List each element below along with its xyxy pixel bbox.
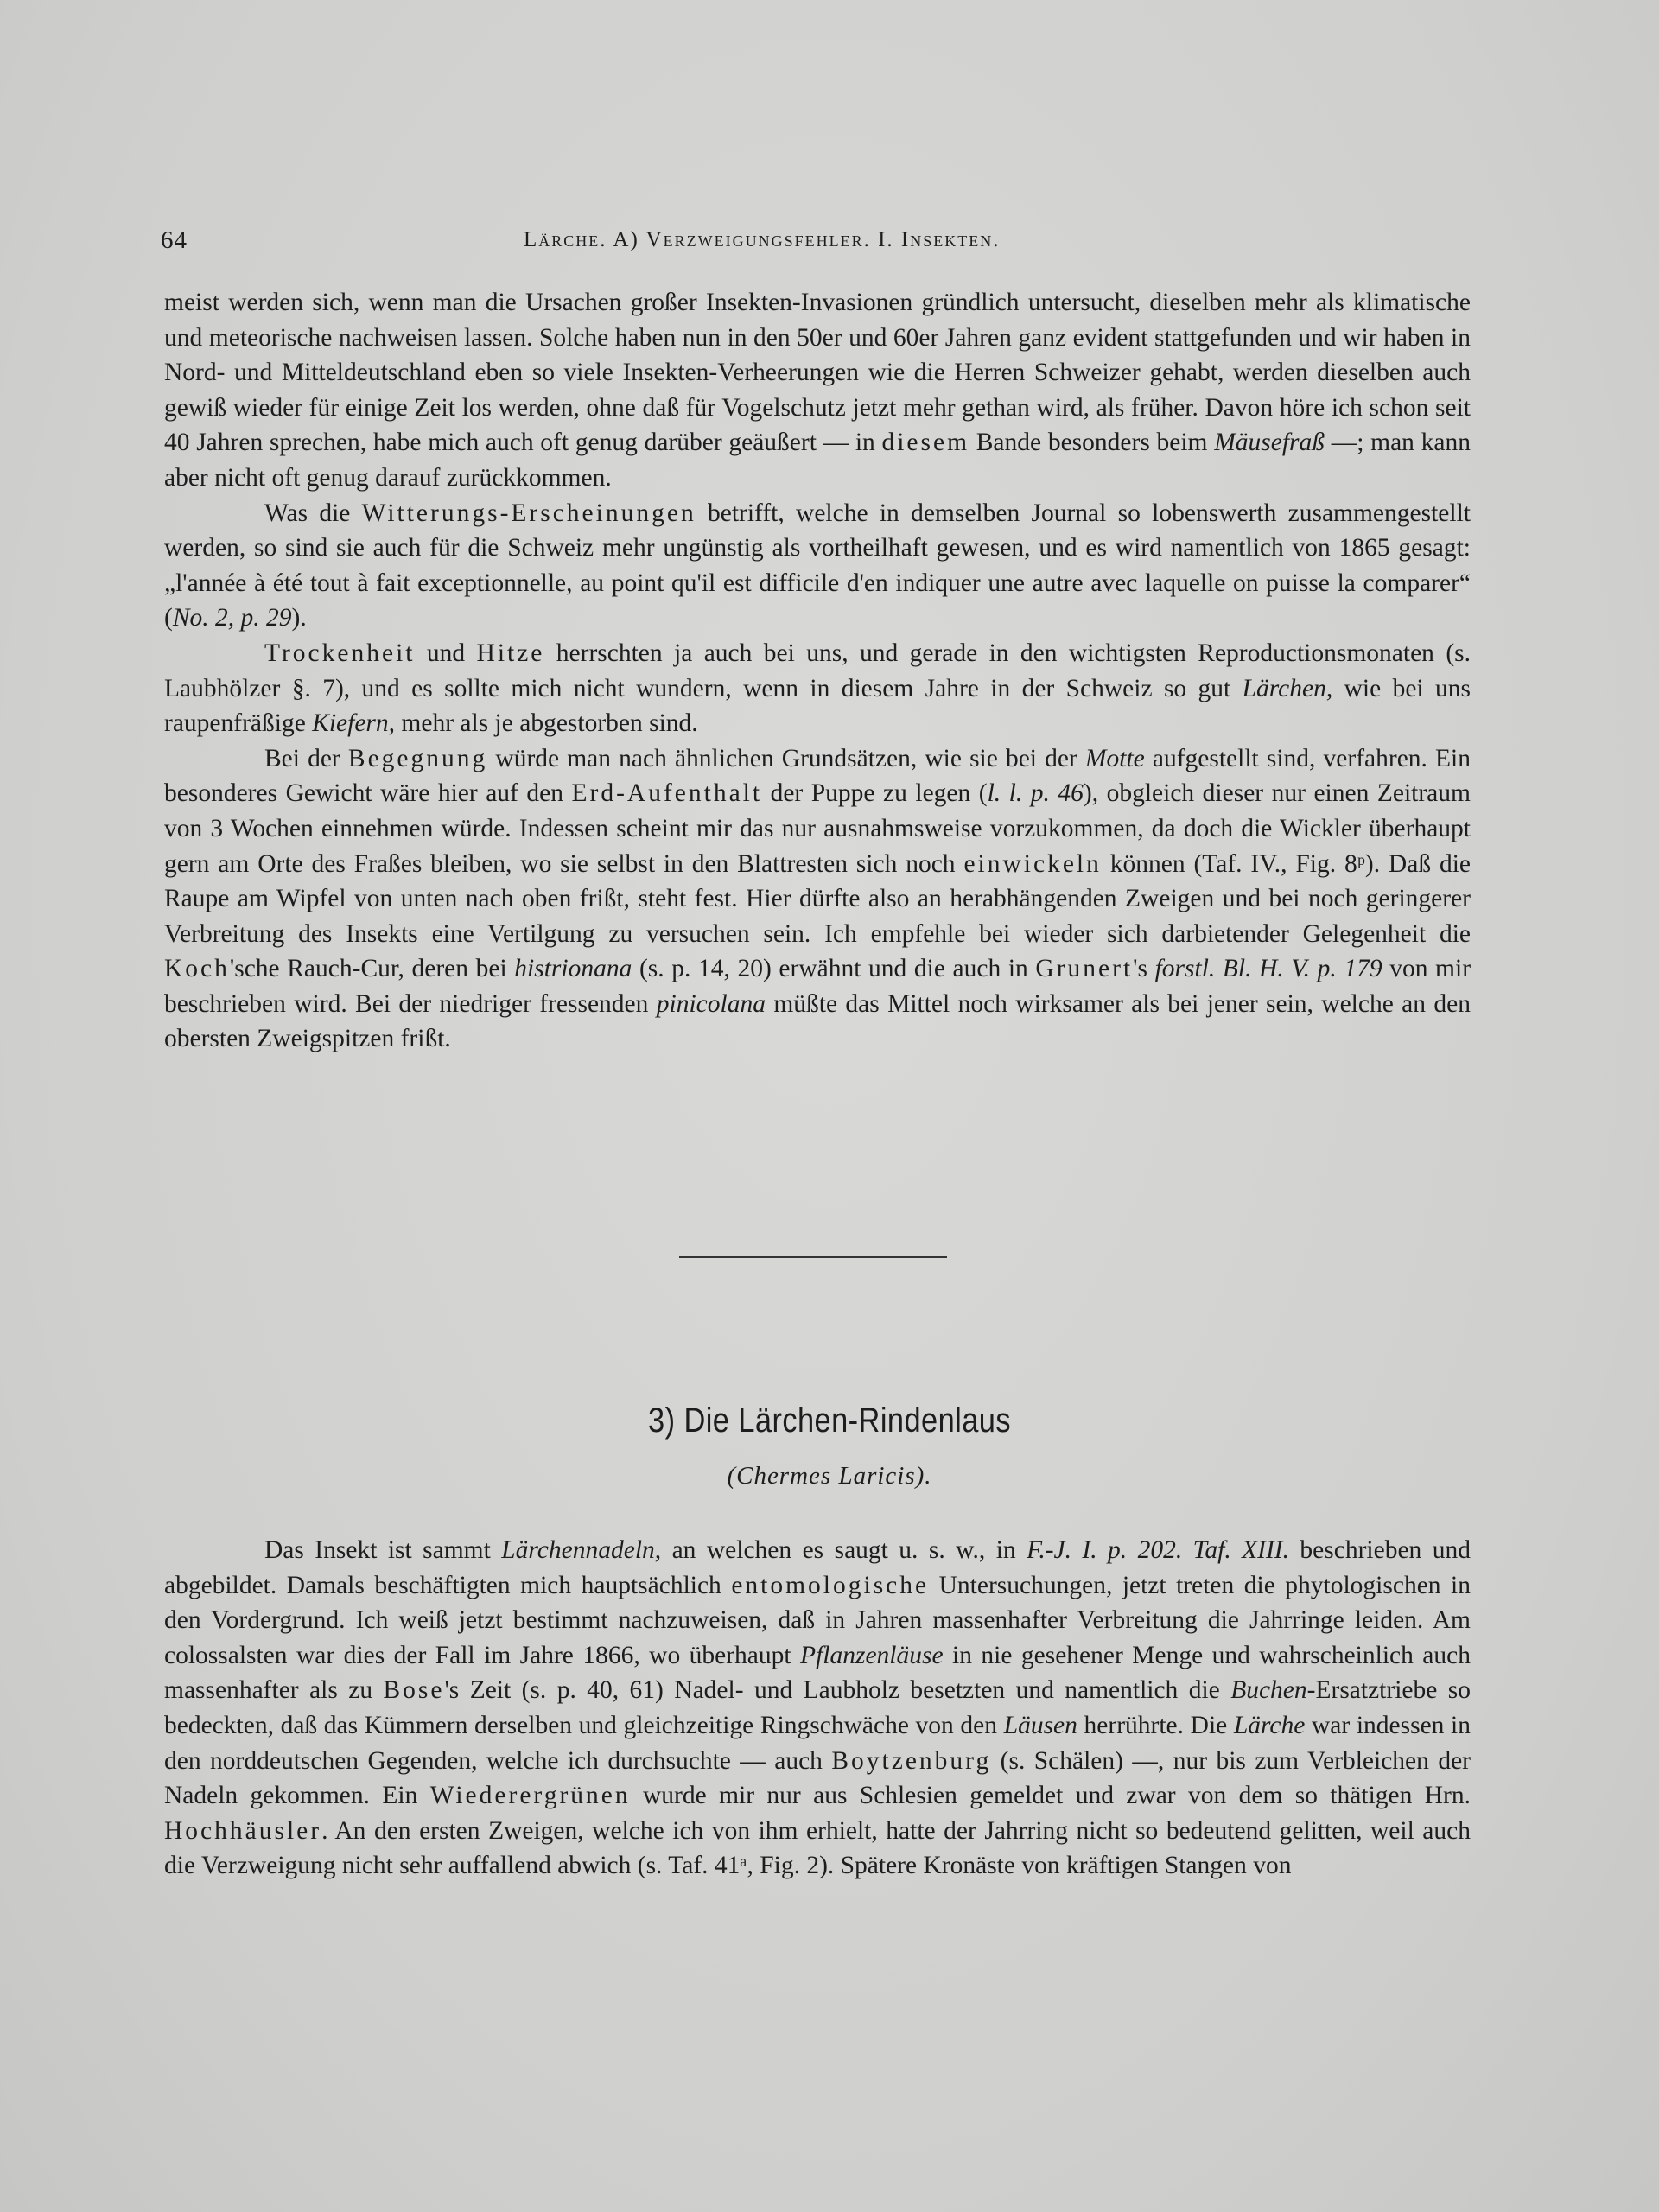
body-text-section-1 [164, 285, 1471, 1057]
italic-run: l. l. p. 46 [987, 779, 1084, 808]
text-run: betrifft, welche in demselben Journal so lobenswerth zusammengestellt werden, so sind sie auch für die Schweiz mehr ungünstig als vortheilhaft gewesen, und es wird namentlich von 1865 gesagt: „l'année à été tout à fait exceptionnelle, au point qu'il est difficile d'en indiquer une autre avec laquelle on puisse la comparer“ ( [164, 499, 1471, 632]
text-run: (s. Schälen) —, nur bis zum Verbleichen der Nadeln gekommen. Ein [164, 1746, 1471, 1810]
spaced-run: Trockenheit [264, 639, 416, 667]
text-run: Bei der [264, 744, 348, 772]
text-run: an welchen es saugt u. s. w., in [661, 1536, 1027, 1564]
paragraph [164, 1533, 1471, 1884]
italic-run: Lärchennadeln, [501, 1536, 662, 1564]
italic-run: Lärchen, [1242, 674, 1333, 702]
text-run: müßte das Mittel noch wirksamer als bei jener sein, welche an den obersten Zweigspitzen frißt. [164, 989, 1471, 1053]
italic-run: No. 2, p. 29 [172, 604, 292, 632]
paragraph [164, 741, 1471, 1057]
spaced-run: entomologische [731, 1571, 930, 1599]
spaced-run: Begegnung [347, 744, 488, 772]
spaced-run: diesem [881, 429, 970, 457]
italic-run: Lärche [1233, 1711, 1306, 1739]
text-run: mehr als je abgestorben sind. [395, 709, 698, 738]
spaced-run: Witterungs-Erscheinungen [361, 499, 696, 527]
spaced-run: einwickeln [963, 849, 1102, 878]
text-run: würde man nach ähnlichen Grundsätzen, wie sie bei der [487, 744, 1085, 772]
text-run: —; man kann aber nicht oft genug darauf zurückkommen. [164, 429, 1471, 492]
text-run: ), obgleich dieser nur einen Zeitraum von 3 Wochen einnehmen würde. Indessen scheint mir das nur ausnahmsweise vorzukommen, da doch die Wickler überhaupt gern am Orte des Fraßes bleiben, wo sie selbst in den Blattresten sich noch [164, 779, 1471, 878]
text-run: war indessen in den norddeutschen Gegenden, welche ich durchsuchte — auch [164, 1711, 1471, 1775]
text-run: beschrieben und abgebildet. Damals beschäftigten mich hauptsächlich [164, 1536, 1471, 1599]
section-divider [679, 1256, 947, 1258]
text-run: herrschten ja auch bei uns, und gerade in den wichtigsten Reproductionsmonaten (s. Laubhölzer §. 7), und es sollte mich nicht wundern, wenn in diesem Jahre in der Schweiz so gut [164, 639, 1471, 702]
italic-run: Mäusefraß [1214, 429, 1325, 457]
italic-run: forstl. Bl. H. V. p. 179 [1154, 955, 1382, 983]
text-run: können (Taf. IV., Fig. 8ᵖ). Daß die Raupe am Wipfel von unten nach oben frißt, steht fest. Hier dürfte also an herabhängenden Zweigen und bei noch geringerer Verbreitung des Insekts eine Vertilgung zu versuchen sein. Ich empfehle bei wieder sich darbietender Gelegenheit die [164, 849, 1471, 948]
spaced-run: Grunert [1035, 955, 1134, 983]
running-header [161, 226, 1471, 261]
text-run: in nie gesehener Menge und wahrscheinlich auch massenhafter als zu [164, 1641, 1471, 1705]
italic-run: histrionana [514, 955, 632, 983]
text-run: Untersuchungen, jetzt treten die phytologischen in den Vordergrund. Ich weiß jetzt bestimmt nachzuweisen, daß in Jahren massenhafter Verbreitung die Jahrringe leiden. Am colossalsten war dies der Fall im Jahre 1866, wo überhaupt [164, 1571, 1471, 1669]
spaced-run: Boytzenburg [831, 1746, 992, 1775]
text-run: wurde mir nur aus Schlesien gemeldet und zwar von dem so thätigen Hrn. [630, 1782, 1471, 1810]
text-run: Das Insekt ist sammt [264, 1536, 502, 1564]
italic-run: Buchen [1230, 1676, 1307, 1705]
paragraph [164, 496, 1471, 636]
paragraph [164, 636, 1471, 741]
text-run: Was die [264, 499, 362, 527]
spaced-run: Hitze [476, 639, 545, 667]
section-heading: 3) Die Lärchen-Rindenlaus [648, 1402, 1011, 1440]
spaced-run: Bose [383, 1676, 445, 1705]
text-run: Bande besonders beim [969, 429, 1215, 457]
paragraph [164, 285, 1471, 496]
text-run: der Puppe zu legen ( [762, 779, 988, 808]
text-run: aufgestellt sind, verfahren. Ein besonderes Gewicht wäre hier auf den [164, 744, 1471, 808]
spaced-run: Koch [164, 955, 230, 983]
text-run: herrührte. Die [1077, 1711, 1234, 1739]
spaced-run: Erd-Aufenthalt [571, 779, 763, 808]
text-run: meist werden sich, wenn man die Ursachen großer Insekten-Invasionen gründlich untersucht, dieselben mehr als klimatische und meteorische nachweisen lassen. Solche haben nun in den 50er und 60er Jahren ganz evident stattgefunden und wir haben in Nord- und Mitteldeutschland eben so viele Insekten-Verheerungen wie die Herren Schweizer gehabt, werden dieselben auch gewiß wieder für einige Zeit los werden, ohne daß für Vogelschutz jetzt mehr gethan wird, als früher. Davon höre ich schon seit 40 Jahren sprechen, habe mich auch oft genug darüber geäußert — in [164, 289, 1471, 457]
page-number: 64 [161, 226, 188, 254]
text-run: -Ersatztriebe so bedeckten, daß das Kümmern derselben und gleichzeitige Ringschwäche von den [164, 1676, 1471, 1739]
italic-run: Läusen [1003, 1711, 1077, 1739]
text-run: (s. p. 14, 20) erwähnt und die auch in [632, 955, 1036, 983]
italic-run: Pflanzenläuse [800, 1641, 944, 1669]
section-subheading: (Chermes Laricis). [727, 1462, 932, 1490]
running-title: Lärche. A) Verzweigungsfehler. I. Insekten. [524, 228, 1001, 251]
spaced-run: Hochhäusler [164, 1816, 322, 1845]
text-run: 'sche Rauch-Cur, deren bei [229, 955, 515, 983]
italic-run: F.-J. I. p. 202. Taf. XIII. [1027, 1536, 1289, 1564]
text-run: 's Zeit (s. p. 40, 61) Nadel- und Laubholz besetzten und namentlich die [444, 1676, 1231, 1705]
spaced-run: Wiederergrünen [429, 1782, 631, 1810]
text-run: 's [1133, 955, 1155, 983]
text-run: wie bei uns raupenfräßige [164, 674, 1471, 738]
text-run: und [415, 639, 477, 667]
italic-run: Kiefern, [312, 709, 396, 738]
text-run: von mir beschrieben wird. Bei der niedriger fressenden [164, 955, 1471, 1018]
italic-run: Motte [1084, 744, 1145, 772]
italic-run: pinicolana [656, 989, 766, 1018]
text-run: ). [291, 604, 307, 632]
body-text-section-2 [164, 1533, 1471, 1884]
text-run: . An den ersten Zweigen, welche ich von ihm erhielt, hatte der Jahrring nicht so bedeutend gelitten, weil auch die Verzweigung nicht sehr auffallend abwich (s. Taf. 41ᵃ, Fig. 2). Spätere Kronäste von kräftigen Stangen von [164, 1816, 1471, 1880]
